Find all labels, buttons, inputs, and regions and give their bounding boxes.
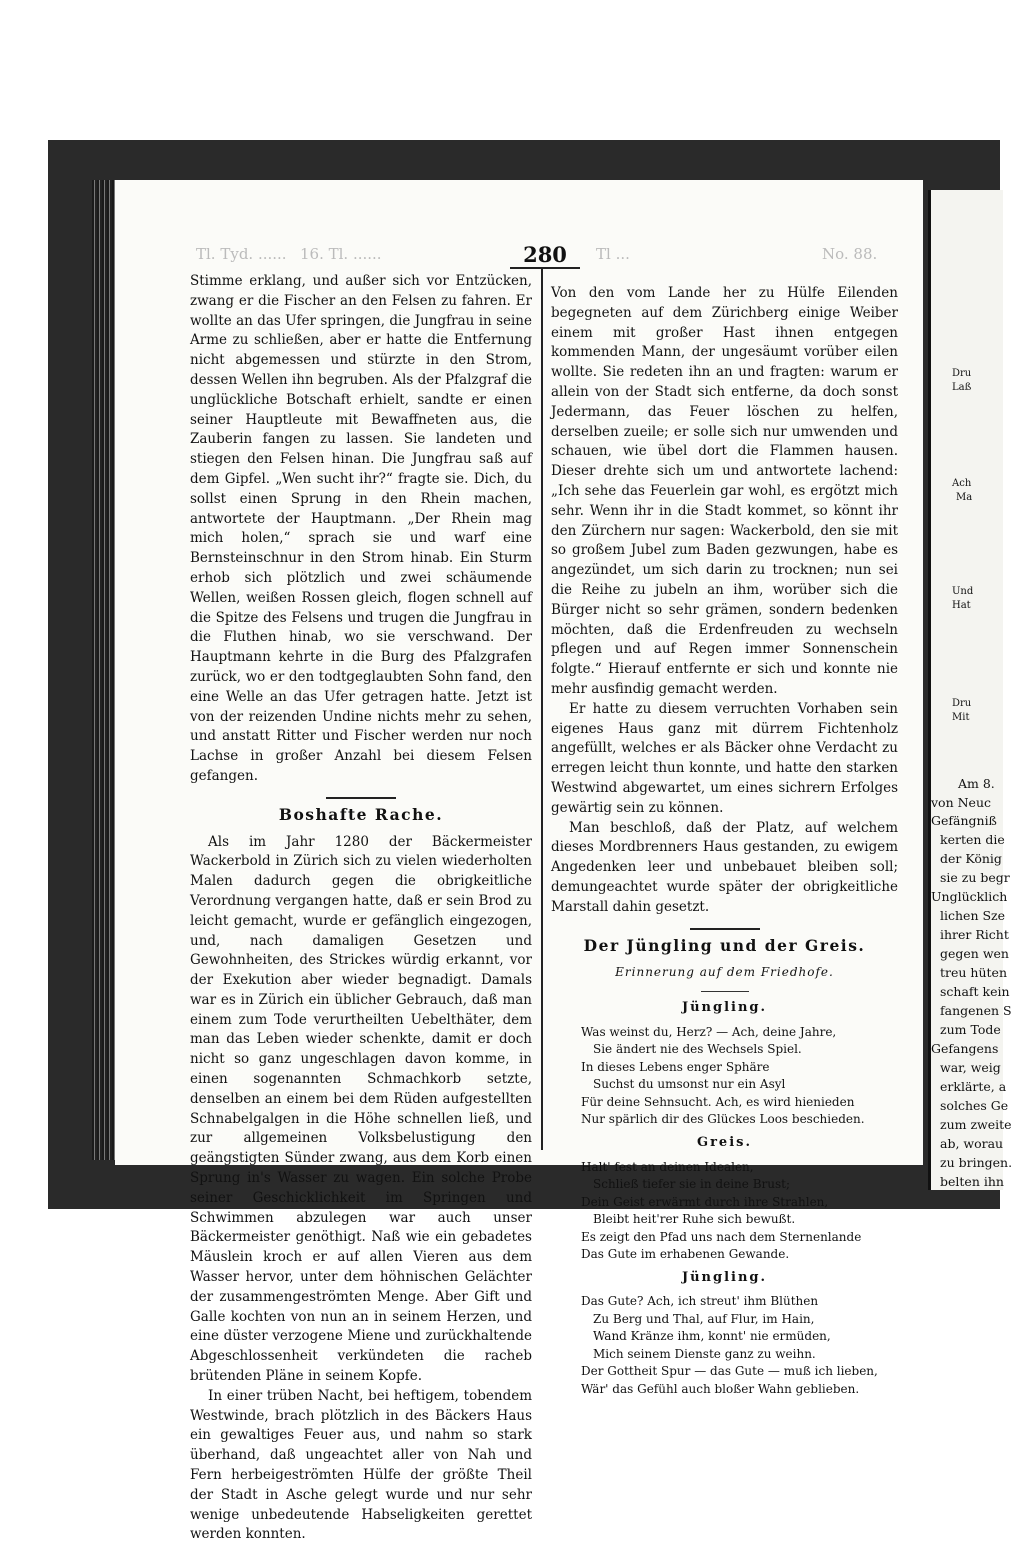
poem-subtitle: Erinnerung auf dem Friedhofe. [615, 965, 834, 980]
page-number: 280 [510, 242, 580, 269]
edge-fragment: Unglücklich [931, 889, 1008, 904]
edge-fragment: Hat [952, 600, 971, 611]
faint-header-left-2: 16. Tl. ...... [300, 245, 382, 263]
poem-line: Wär' das Gefühl auch bloßer Wahn geblieben. [581, 1381, 860, 1396]
poem-line: Nur spärlich dir des Glückes Loos beschieden. [581, 1112, 865, 1127]
scan-background [0, 0, 1000, 140]
poem-subrule [701, 991, 749, 992]
edge-fragment: fangenen S [940, 1003, 1012, 1018]
right-column [551, 284, 898, 1402]
faint-header-left: Tl. Tyd. ...... [196, 245, 287, 263]
poem-line: Das Gute im erhabenen Gewande. [581, 1247, 790, 1262]
story-continuation: Stimme erklang, und außer sich vor Entzücken, zwang er die Fischer an den Felsen zu fahren. Er wollte an das Ufer springen, die Jungfrau in seine Arme zu schließen, aber er hatte die Entfernung nicht abgemessen und stürzte in den Strom, dessen Wellen ihn begruben. Als der Pfalzgraf die unglückliche Botschaft erhielt, sandte er einen seiner Hauptleute mit Bewaffneten aus, die Zauberin fangen zu lassen. Sie landeten und stiegen den Felsen hinan. Die Jungfrau saß auf dem Gipfel. „Wen sucht ihr?“ fragte sie. Dich, du sollst einen Sprung in den Rhein machen, antwortete der Hauptmann. „Der Rhein mag mich holen,“ sprach sie und warf eine Bernsteinschnur in den Strom hinab. Ein Sturm erhob sich plötzlich und zwei schäumende Wellen, weißen Rossen gleich, flogen schnell auf die Spitze des Felsens und trugen die Jungfrau in die Fluthen hinab, wo sie verschwand. Der Hauptmann kehrte in die Burg des Pfalzgrafen zurück, wo er den todtgeglaubten Sohn fand, den eine Welle an das Ufer getragen hatte. Jetzt ist von der reizenden Undine nichts mehr zu sehen, und anstatt Ritter und Fischer werden nur noch Lachse in großer Anzahl bei diesem Felsen gefangen. [190, 273, 532, 784]
edge-fragment: ab, worau [940, 1136, 1004, 1151]
edge-fragment: zum zweite [940, 1117, 1012, 1132]
edge-fragment: sie zu begr [940, 870, 1010, 885]
poem-line: Es zeigt den Pfad uns nach dem Sternenlande [581, 1229, 862, 1244]
poem-line: Das Gute? Ach, ich streut' ihm Blüthen [581, 1294, 819, 1309]
poem-line: Wand Kränze ihm, konnt' nie ermüden, [593, 1329, 831, 1344]
edge-fragment: belten ihn [940, 1174, 1004, 1189]
poem-line: Zu Berg und Thal, auf Flur, im Hain, [593, 1311, 815, 1326]
edge-fragment: Dru [952, 368, 972, 379]
edge-fragment: schaft kein [940, 984, 1010, 999]
poem-line: In dieses Lebens enger Sphäre [581, 1059, 770, 1074]
stanza-speaker: Greis. [696, 1134, 752, 1150]
paragraph: In einer trüben Nacht, bei heftigem, tobendem Westwinde, brach plötzlich in des Bäckers Haus ein gewaltiges Feuer aus, und nahm so stark überhand, daß ungeachtet aller von Nah und Fern herbeigeströmten Hülfe der größte Theil der Stadt in Asche gelegt wurde und nur sehr wenige unbedeutende Habseligkeiten gerettet werden konnten. [190, 1387, 532, 1543]
edge-fragment: war, weig [940, 1060, 1001, 1075]
paragraph: Als im Jahr 1280 der Bäckermeister Wackerbold in Zürich sich zu vielen wiederholten Malen dadurch gegen die obrigkeitliche Verordnung vergangen hatte, daß er sein Brod zu leicht gemacht, wurde er gefänglich eingezogen, und, nach damaligen Gesetzen und Gewohnheiten, des Strickes würdig erkannt, vor der Exekution aber wieder begnadigt. Damals war es in Zürich ein üblicher Gebrauch, daß man einem zum Tode verurtheilten Uebelthäter, dem man das Leben wieder schenkte, damit er doch nicht so ganz ungeschlagen davon komme, in einen sogenannten Schmachkorb setzte, denselben an einem bei dem Rüden aufgestellten Schnabelgalgen in die Höhe schnellen ließ, und zur allgemeinen Volksbelustigung den geängstigten Sünder zwang, aus dem Korb einen Sprung in's Wasser zu wagen. Ein solche Probe seiner Geschicklichkeit im Springen und Schwimmen abzulegen war auch unser Bäckermeister genöthigt. Naß wie ein gebadetes Mäuslein kroch er auf allen Vieren aus dem Wasser hervor, unter dem höhnischen Gelächter der zusammengeströmten Menge. Aber Gift und Galle kochten von nun an in seinem Herzen, und eine düster verzogene Miene und zurückhaltende Abgeschlossenheit verkündeten die racheb brütenden Pläne in seinem Kopfe. [190, 833, 532, 1385]
left-column [190, 272, 532, 1545]
stanza-speaker: Jüngling. [681, 1000, 768, 1016]
adjacent-page [928, 190, 1006, 1190]
edge-fragment: zu bringen. [940, 1155, 1012, 1170]
edge-fragment: Dru [952, 698, 972, 709]
section-title: Boshafte Rache. [278, 804, 444, 824]
edge-fragment: Mit [952, 712, 970, 723]
edge-fragment: ihrer Richt [940, 927, 1009, 942]
poem-title: Der Jüngling und der Greis. [583, 935, 866, 955]
edge-fragment: von Neuc [931, 795, 991, 810]
edge-fragment: Laß [952, 382, 972, 393]
edge-fragment: Ma [956, 492, 973, 503]
edge-fragment: zum Tode [940, 1022, 1001, 1037]
edge-fragment: erklärte, a [940, 1079, 1007, 1094]
edge-fragment: Und [952, 586, 974, 597]
edge-fragment: Gefangens [931, 1041, 999, 1056]
poem-line: Sie ändert nie des Wechsels Spiel. [593, 1042, 802, 1057]
edge-fragment: treu hüten [940, 965, 1007, 980]
poem-line: Mich seinem Dienste ganz zu weihn. [593, 1346, 816, 1361]
edge-fragment: kerten die [940, 832, 1005, 847]
poem-line: Halt' fest an deinen Idealen, [581, 1159, 754, 1174]
edge-fragment: solches Ge [940, 1098, 1009, 1113]
poem-line: Bleibt heit'rer Ruhe sich bewußt. [593, 1212, 796, 1227]
section-rule [326, 797, 396, 799]
poem-line: Für deine Sehnsucht. Ach, es wird hienieden [581, 1094, 855, 1109]
edge-fragment: Am 8. [958, 776, 995, 791]
paragraph: Er hatte zu diesem verruchten Vorhaben sein eigenes Haus ganz mit dürrem Fichtenholz angefüllt, welches er als Bäcker ohne Verdacht zu erregen leicht thun konnte, und hatte den starken Westwind abgewartet, um eines sichrern Erfolges gewärtig sein zu können. [551, 700, 898, 816]
stanza [551, 1293, 898, 1398]
paragraph: Man beschloß, daß der Platz, auf welchem dieses Mordbrenners Haus gestanden, zu ewigem Angedenken leer und unbebauet bleiben soll; demungeachtet wurde später der obrigkeitliche Marstall dahin gesetzt. [551, 819, 898, 915]
paragraph: Von den vom Lande her zu Hülfe Eilenden begegneten auf dem Zürichberg einige Weiber einem mit großer Hast ihnen entgegen kommenden Mann, der ungesäumt vorüber eilen wollte. Sie redeten ihn an und fragten: warum er allein von der Stadt sich entferne, da doch sonst Jedermann, das Feuer löschen zu helfen, derselben zueile; er solle sich nur umwenden und schauen, wie übel dort die Flammen hausen. Dieser drehte sich um und antwortete lachend: „Ich sehe das Feuerlein gar wohl, es ergötzt mich sehr. Wenn ihr in die Stadt kommet, so könnt ihr den Zürchern nur sagen: Wackerbold, den sie mit so großem Jubel zum Baden gezwungen, habe es angezündet, um sich darin zu trocknen; nun sei die Reihe zu jubeln an ihm, worüber sich die Bürger nicht so sehr grämen, sondern bedenken möchten, daß die Erdenfreuden zu wechseln pflegen und auf Regen immer Sonnenschein folgte.“ Hierauf entfernte er sich und konnte nie mehr ausfindig gemacht werden. [551, 285, 898, 697]
edge-fragment: Gefängniß [931, 813, 997, 828]
poem-line: Was weinst du, Herz? — Ach, deine Jahre, [581, 1024, 837, 1039]
poem-rule [690, 928, 760, 930]
book-gutter [92, 180, 116, 1160]
edge-fragment: der König [940, 851, 1002, 866]
stanza [551, 1024, 898, 1129]
edge-fragment: lichen Sze [940, 908, 1006, 923]
poem-line: Schließ tiefer sie in deine Brust; [593, 1177, 790, 1192]
faint-header-right: No. 88. [822, 245, 878, 263]
poem-line: Suchst du umsonst nur ein Asyl [593, 1077, 786, 1092]
poem-line: Der Gottheit Spur — das Gute — muß ich lieben, [581, 1364, 878, 1379]
faint-header-center: Tl ... [596, 245, 630, 263]
stanza [551, 1159, 898, 1264]
edge-fragment: gegen wen [940, 946, 1009, 961]
column-divider [541, 268, 543, 1150]
poem-line: Dein Geist erwärmt durch ihre Strahlen, [581, 1194, 829, 1209]
edge-fragment: Ach [952, 478, 972, 489]
stanza-speaker: Jüngling. [681, 1269, 768, 1285]
